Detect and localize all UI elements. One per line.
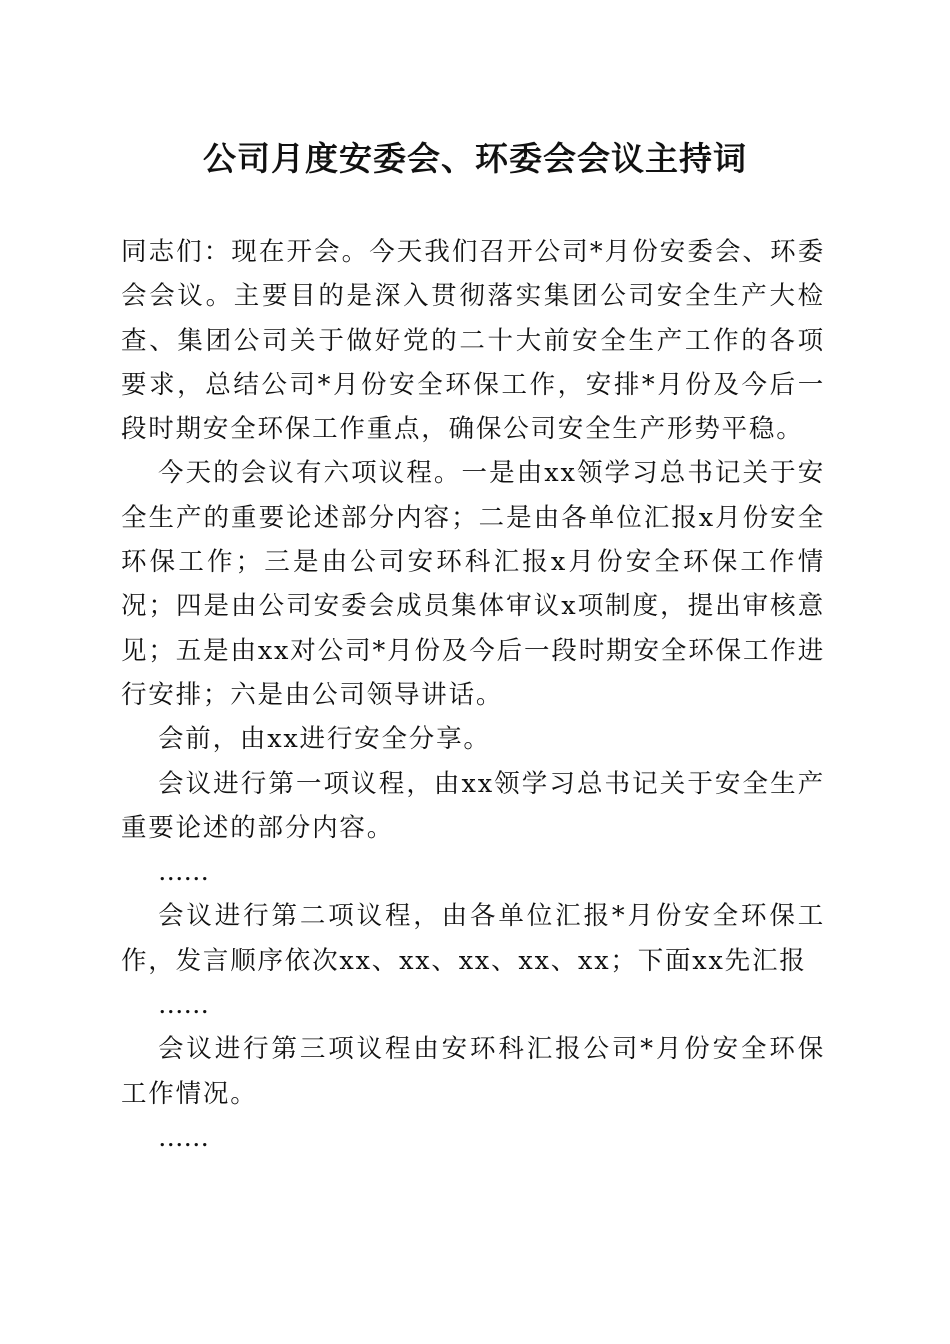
document-title: 公司月度安委会、环委会会议主持词 [203, 139, 747, 178]
paragraph-item-three: 会议进行第三项议程由安环科汇报公司*月份安全环保工作情况。 [121, 1034, 825, 1109]
paragraph-item-one: 会议进行第一项议程，由xx领学习总书记关于安全生产重要论述的部分内容。 [121, 768, 825, 843]
paragraph-safety-share: 会前，由xx进行安全分享。 [158, 724, 491, 755]
paragraph-opening: 同志们：现在开会。今天我们召开公司*月份安委会、环委会会议。主要目的是深入贯彻落实集团公司安全生产大检查、集团公司关于做好党的二十大前安全生产工作的各项要求，总结公司*月份安全环保工作，安排*月份及今后一段时期安全环保工作重点，确保公司安全生产形势平稳。 [121, 237, 825, 445]
document-body [121, 230, 825, 1160]
paragraph-item-two: 会议进行第二项议程，由各单位汇报*月份安全环保工作，发言顺序依次xx、xx、xx、xx、xx；下面xx先汇报 [121, 901, 825, 976]
ellipsis-3: …… [158, 1122, 209, 1153]
ellipsis-1: …… [158, 857, 209, 888]
paragraph-agenda: 今天的会议有六项议程。一是由xx领学习总书记关于安全生产的重要论述部分内容；二是由各单位汇报x月份安全环保工作；三是由公司安环科汇报x月份安全环保工作情况；四是由公司安委会成员集体审议x项制度，提出审核意见；五是由xx对公司*月份及今后一段时期安全环保工作进行安排；六是由公司领导讲话。 [121, 458, 825, 710]
ellipsis-2: …… [158, 990, 209, 1021]
